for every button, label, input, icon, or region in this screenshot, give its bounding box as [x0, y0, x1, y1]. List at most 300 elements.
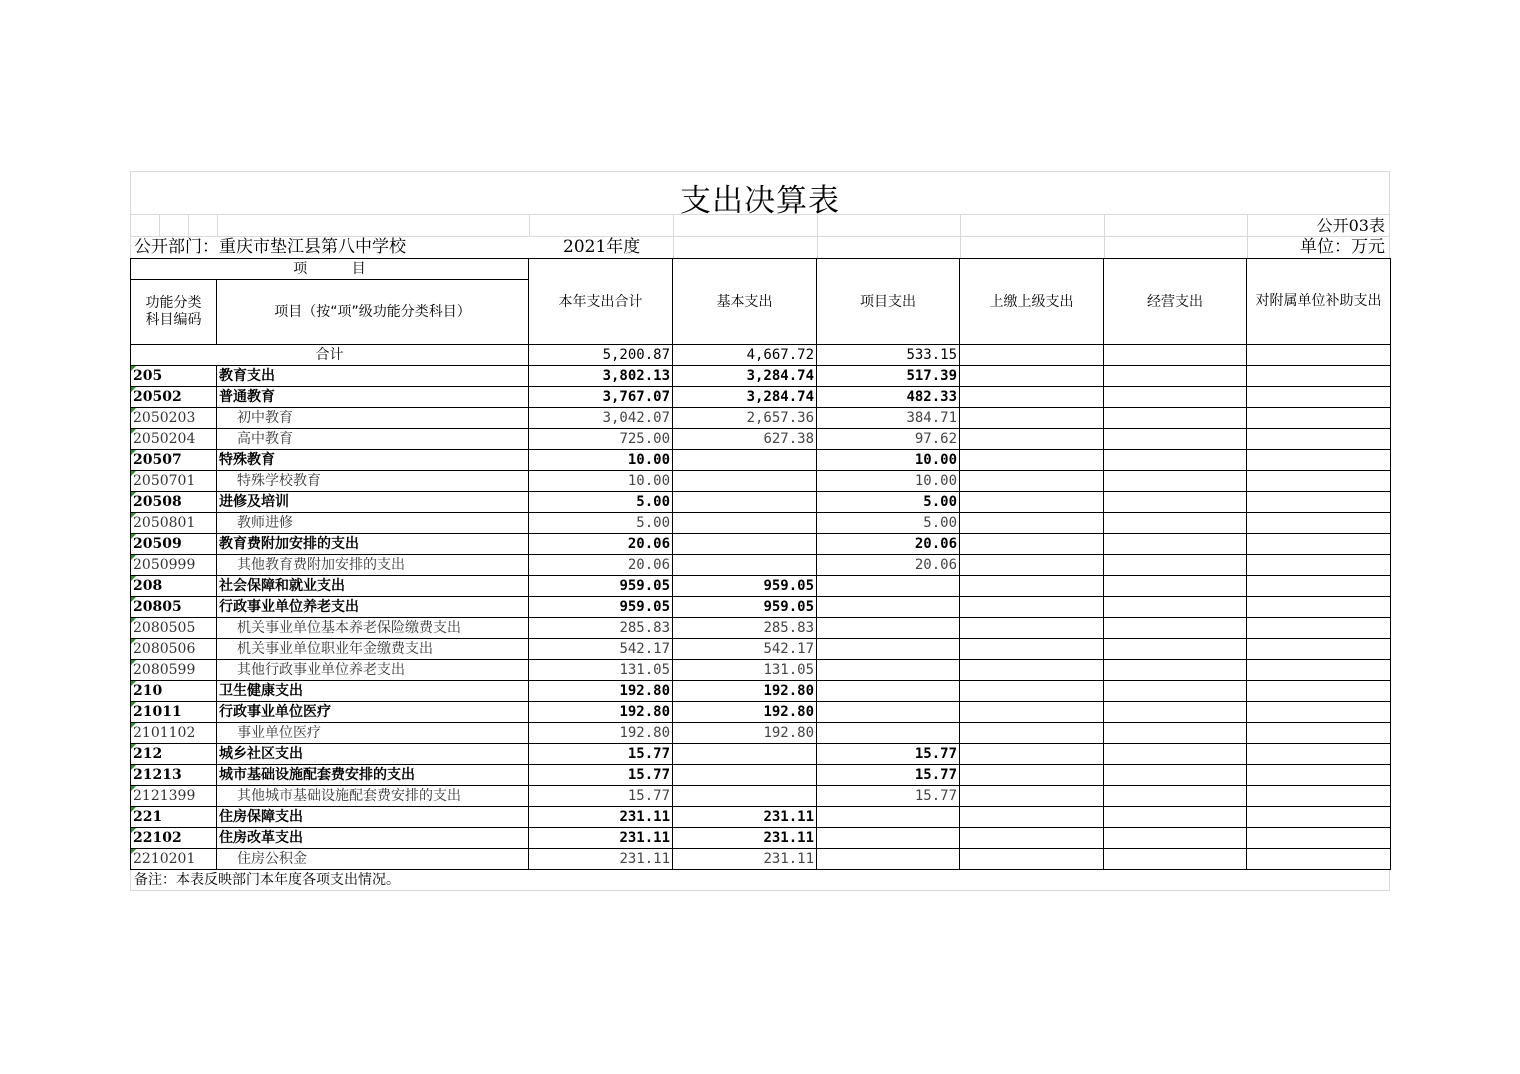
row-business — [1104, 744, 1247, 765]
table-row — [131, 492, 1391, 513]
row-project — [817, 576, 960, 597]
row-subsidy — [1247, 828, 1391, 849]
cell-marker-icon — [131, 807, 136, 812]
row-business — [1104, 828, 1247, 849]
year-label: 2021年度 — [563, 237, 641, 257]
row-code — [131, 786, 217, 807]
row-code-text: 2050801 — [133, 515, 196, 531]
row-basic: 131.05 — [673, 660, 817, 681]
row-subsidy — [1247, 765, 1391, 786]
row-upper — [960, 660, 1104, 681]
cell-marker-icon — [131, 555, 136, 560]
row-subsidy — [1247, 744, 1391, 765]
row-subsidy — [1247, 387, 1391, 408]
cell-marker-icon — [131, 471, 136, 476]
table-code: 公开03表 — [1316, 216, 1385, 235]
row-code-text: 20508 — [133, 494, 182, 510]
row-code — [131, 807, 217, 828]
row-code — [131, 366, 217, 387]
title-row — [130, 171, 1390, 219]
row-code — [131, 534, 217, 555]
row-total: 15.77 — [529, 786, 673, 807]
row-project: 10.00 — [817, 450, 960, 471]
row-total: 192.80 — [529, 681, 673, 702]
row-code — [131, 681, 217, 702]
row-name: 教师进修 — [217, 513, 529, 534]
grid-line — [1104, 237, 1105, 258]
cell-marker-icon — [131, 450, 136, 455]
row-name: 事业单位医疗 — [217, 723, 529, 744]
grid-line — [159, 215, 160, 236]
grid-line — [529, 215, 530, 236]
row-project — [817, 807, 960, 828]
row-basic: 192.80 — [673, 723, 817, 744]
row-subsidy — [1247, 597, 1391, 618]
unit-label: 单位：万元 — [1300, 237, 1385, 257]
row-business — [1104, 849, 1247, 870]
row-name: 行政事业单位养老支出 — [217, 597, 529, 618]
row-basic: 192.80 — [673, 702, 817, 723]
row-project — [817, 660, 960, 681]
cell-marker-icon — [131, 618, 136, 623]
row-name: 住房公积金 — [217, 849, 529, 870]
department-row — [130, 236, 1390, 258]
row-upper — [960, 681, 1104, 702]
row-basic: 3,284.74 — [673, 387, 817, 408]
row-code — [131, 471, 217, 492]
row-business — [1104, 534, 1247, 555]
row-code-text: 2080506 — [133, 641, 196, 657]
row-upper — [960, 702, 1104, 723]
row-basic: 959.05 — [673, 597, 817, 618]
row-upper — [960, 639, 1104, 660]
table-row — [131, 576, 1391, 597]
cell-marker-icon — [131, 828, 136, 833]
cell-marker-icon — [131, 513, 136, 518]
table-row — [131, 639, 1391, 660]
header-item: 项 目 — [131, 259, 529, 280]
row-code — [131, 408, 217, 429]
row-project: 384.71 — [817, 408, 960, 429]
row-upper — [960, 555, 1104, 576]
row-name: 高中教育 — [217, 429, 529, 450]
row-name: 住房保障支出 — [217, 807, 529, 828]
row-project: 15.77 — [817, 765, 960, 786]
row-code — [131, 555, 217, 576]
row-code-text: 2210201 — [133, 851, 196, 867]
row-upper — [960, 723, 1104, 744]
row-project — [817, 849, 960, 870]
row-code — [131, 492, 217, 513]
row-code-text: 21213 — [133, 767, 182, 783]
row-project: 10.00 — [817, 471, 960, 492]
row-name: 特殊学校教育 — [217, 471, 529, 492]
row-total: 5.00 — [529, 492, 673, 513]
row-business — [1104, 408, 1247, 429]
row-business — [1104, 786, 1247, 807]
row-code — [131, 513, 217, 534]
row-upper — [960, 366, 1104, 387]
cell-marker-icon — [131, 366, 136, 371]
total-total: 5,200.87 — [529, 345, 673, 366]
cell-marker-icon — [131, 702, 136, 707]
row-business — [1104, 513, 1247, 534]
row-business — [1104, 576, 1247, 597]
row-name: 进修及培训 — [217, 492, 529, 513]
row-project — [817, 723, 960, 744]
grid-line — [960, 237, 961, 258]
table-row — [131, 513, 1391, 534]
row-code-text: 2080505 — [133, 620, 196, 636]
row-name: 普通教育 — [217, 387, 529, 408]
row-name: 城市基础设施配套费安排的支出 — [217, 765, 529, 786]
row-total: 192.80 — [529, 702, 673, 723]
row-upper — [960, 849, 1104, 870]
row-project — [817, 597, 960, 618]
cell-marker-icon — [131, 429, 136, 434]
row-code-text: 208 — [133, 578, 163, 594]
row-basic: 627.38 — [673, 429, 817, 450]
row-name: 其他城市基础设施配套费安排的支出 — [217, 786, 529, 807]
row-code-text: 20502 — [133, 389, 182, 405]
table-row — [131, 534, 1391, 555]
cell-marker-icon — [131, 849, 136, 854]
row-subsidy — [1247, 639, 1391, 660]
row-total: 3,767.07 — [529, 387, 673, 408]
row-upper — [960, 828, 1104, 849]
row-upper — [960, 471, 1104, 492]
cell-marker-icon — [131, 492, 136, 497]
row-business — [1104, 450, 1247, 471]
row-project: 5.00 — [817, 513, 960, 534]
cell-marker-icon — [131, 408, 136, 413]
row-subsidy — [1247, 576, 1391, 597]
row-total: 959.05 — [529, 576, 673, 597]
row-code — [131, 618, 217, 639]
row-code-text: 2080599 — [133, 662, 196, 678]
row-subsidy — [1247, 534, 1391, 555]
grid-line — [673, 215, 674, 236]
row-subsidy — [1247, 660, 1391, 681]
table-row — [131, 597, 1391, 618]
row-subsidy — [1247, 702, 1391, 723]
table-row — [131, 786, 1391, 807]
row-business — [1104, 429, 1247, 450]
row-business — [1104, 807, 1247, 828]
row-project — [817, 681, 960, 702]
row-total: 20.06 — [529, 555, 673, 576]
cell-marker-icon — [131, 639, 136, 644]
grid-line — [188, 215, 189, 236]
row-upper — [960, 576, 1104, 597]
row-code-text: 205 — [133, 368, 163, 384]
row-total: 15.77 — [529, 744, 673, 765]
row-project: 20.06 — [817, 555, 960, 576]
row-code-text: 2050204 — [133, 431, 196, 447]
row-total: 231.11 — [529, 807, 673, 828]
grid-line — [960, 215, 961, 236]
grid-line — [217, 215, 218, 236]
row-code — [131, 450, 217, 471]
row-code — [131, 723, 217, 744]
row-code-text: 20507 — [133, 452, 182, 468]
table-row — [131, 744, 1391, 765]
cell-marker-icon — [131, 597, 136, 602]
row-project: 20.06 — [817, 534, 960, 555]
row-subsidy — [1247, 849, 1391, 870]
cell-marker-icon — [131, 744, 136, 749]
row-total: 131.05 — [529, 660, 673, 681]
row-upper — [960, 765, 1104, 786]
cell-marker-icon — [131, 681, 136, 686]
row-basic — [673, 555, 817, 576]
table-row — [131, 849, 1391, 870]
row-subsidy — [1247, 807, 1391, 828]
table-row — [131, 723, 1391, 744]
row-total: 10.00 — [529, 471, 673, 492]
table-row — [131, 450, 1391, 471]
row-subsidy — [1247, 723, 1391, 744]
cell-marker-icon — [131, 723, 136, 728]
table-row — [131, 555, 1391, 576]
table-row — [131, 387, 1391, 408]
row-name: 特殊教育 — [217, 450, 529, 471]
total-upper — [960, 345, 1104, 366]
row-business — [1104, 765, 1247, 786]
row-basic: 231.11 — [673, 807, 817, 828]
row-project: 517.39 — [817, 366, 960, 387]
row-basic: 2,657.36 — [673, 408, 817, 429]
row-name: 教育支出 — [217, 366, 529, 387]
row-code — [131, 387, 217, 408]
row-upper — [960, 513, 1104, 534]
row-upper — [960, 597, 1104, 618]
row-code-text: 21011 — [133, 704, 182, 720]
grid-line — [1247, 215, 1248, 236]
table-row — [131, 807, 1391, 828]
row-subsidy — [1247, 681, 1391, 702]
row-total: 725.00 — [529, 429, 673, 450]
row-code-text: 20805 — [133, 599, 182, 615]
row-basic: 542.17 — [673, 639, 817, 660]
row-code — [131, 660, 217, 681]
row-upper — [960, 807, 1104, 828]
row-name: 机关事业单位职业年金缴费支出 — [217, 639, 529, 660]
table-row — [131, 471, 1391, 492]
row-total: 3,802.13 — [529, 366, 673, 387]
row-project: 15.77 — [817, 744, 960, 765]
row-code-text: 2050999 — [133, 557, 196, 573]
row-total: 20.06 — [529, 534, 673, 555]
row-upper — [960, 492, 1104, 513]
row-code-text: 2050701 — [133, 473, 196, 489]
row-code-text: 2050203 — [133, 410, 196, 426]
row-business — [1104, 492, 1247, 513]
row-name: 初中教育 — [217, 408, 529, 429]
row-business — [1104, 597, 1247, 618]
row-code — [131, 744, 217, 765]
row-basic — [673, 492, 817, 513]
row-subsidy — [1247, 366, 1391, 387]
row-total: 10.00 — [529, 450, 673, 471]
header-name: 项目（按“项”级功能分类科目） — [217, 280, 529, 345]
row-name: 教育费附加安排的支出 — [217, 534, 529, 555]
row-code-text: 2121399 — [133, 788, 196, 804]
header-subsidy: 对附属单位补助支出 — [1247, 259, 1391, 345]
row-total: 192.80 — [529, 723, 673, 744]
cell-marker-icon — [131, 534, 136, 539]
row-basic — [673, 765, 817, 786]
row-subsidy — [1247, 492, 1391, 513]
row-basic: 285.83 — [673, 618, 817, 639]
row-basic — [673, 471, 817, 492]
row-subsidy — [1247, 513, 1391, 534]
row-business — [1104, 555, 1247, 576]
row-upper — [960, 450, 1104, 471]
row-basic — [673, 450, 817, 471]
row-name: 住房改革支出 — [217, 828, 529, 849]
row-business — [1104, 702, 1247, 723]
row-business — [1104, 366, 1247, 387]
grid-line — [817, 215, 818, 236]
cell-marker-icon — [131, 765, 136, 770]
row-subsidy — [1247, 408, 1391, 429]
row-code — [131, 702, 217, 723]
header-business: 经营支出 — [1104, 259, 1247, 345]
row-code-text: 22102 — [133, 830, 182, 846]
row-code-text: 210 — [133, 683, 163, 699]
page-title: 支出决算表 — [680, 183, 840, 219]
header-row — [131, 259, 1391, 280]
row-basic: 959.05 — [673, 576, 817, 597]
cell-marker-icon — [131, 660, 136, 665]
row-code — [131, 576, 217, 597]
row-basic: 192.80 — [673, 681, 817, 702]
total-subsidy — [1247, 345, 1391, 366]
row-project: 97.62 — [817, 429, 960, 450]
row-subsidy — [1247, 555, 1391, 576]
row-code-text: 212 — [133, 746, 163, 762]
expenditure-table — [130, 258, 1391, 870]
row-upper — [960, 618, 1104, 639]
row-business — [1104, 723, 1247, 744]
row-basic — [673, 744, 817, 765]
grid-line — [673, 237, 674, 258]
table-row — [131, 702, 1391, 723]
row-basic: 231.11 — [673, 828, 817, 849]
total-basic: 4,667.72 — [673, 345, 817, 366]
row-upper — [960, 429, 1104, 450]
total-project: 533.15 — [817, 345, 960, 366]
row-code-text: 2101102 — [133, 725, 196, 741]
row-project — [817, 618, 960, 639]
row-upper — [960, 408, 1104, 429]
row-project: 5.00 — [817, 492, 960, 513]
row-business — [1104, 681, 1247, 702]
row-business — [1104, 387, 1247, 408]
row-code-text: 20509 — [133, 536, 182, 552]
row-code — [131, 429, 217, 450]
department-label: 公开部门：重庆市垫江县第八中学校 — [134, 237, 406, 257]
total-label: 合计 — [131, 345, 529, 366]
row-name: 行政事业单位医疗 — [217, 702, 529, 723]
header-total: 本年支出合计 — [529, 259, 673, 345]
row-total: 542.17 — [529, 639, 673, 660]
row-total: 285.83 — [529, 618, 673, 639]
row-project: 482.33 — [817, 387, 960, 408]
row-code-text: 221 — [133, 809, 163, 825]
row-basic: 3,284.74 — [673, 366, 817, 387]
row-basic: 231.11 — [673, 849, 817, 870]
row-business — [1104, 471, 1247, 492]
row-total: 15.77 — [529, 765, 673, 786]
row-subsidy — [1247, 471, 1391, 492]
row-upper — [960, 534, 1104, 555]
row-name: 其他行政事业单位养老支出 — [217, 660, 529, 681]
row-total: 959.05 — [529, 597, 673, 618]
header-basic: 基本支出 — [673, 259, 817, 345]
row-basic — [673, 534, 817, 555]
row-project — [817, 639, 960, 660]
row-subsidy — [1247, 429, 1391, 450]
table-code-row — [130, 214, 1390, 236]
table-row — [131, 429, 1391, 450]
grid-line — [1247, 237, 1248, 258]
table-row — [131, 765, 1391, 786]
row-basic — [673, 786, 817, 807]
row-total: 3,042.07 — [529, 408, 673, 429]
table-row — [131, 408, 1391, 429]
grid-line — [1104, 215, 1105, 236]
row-code — [131, 828, 217, 849]
row-upper — [960, 387, 1104, 408]
row-name: 社会保障和就业支出 — [217, 576, 529, 597]
header-code: 功能分类科目编码 — [131, 280, 217, 345]
table-row — [131, 660, 1391, 681]
row-code — [131, 639, 217, 660]
row-code — [131, 597, 217, 618]
row-total: 231.11 — [529, 828, 673, 849]
row-project — [817, 828, 960, 849]
row-total: 231.11 — [529, 849, 673, 870]
row-project: 15.77 — [817, 786, 960, 807]
total-business — [1104, 345, 1247, 366]
cell-marker-icon — [131, 576, 136, 581]
header-upper: 上缴上级支出 — [960, 259, 1104, 345]
note: 备注：本表反映部门本年度各项支出情况。 — [130, 870, 1390, 891]
header-project: 项目支出 — [817, 259, 960, 345]
expenditure-sheet — [130, 171, 1390, 891]
row-code — [131, 849, 217, 870]
row-total: 5.00 — [529, 513, 673, 534]
row-subsidy — [1247, 450, 1391, 471]
grid-line — [817, 237, 818, 258]
table-row — [131, 681, 1391, 702]
total-row — [131, 345, 1391, 366]
table-row — [131, 366, 1391, 387]
row-business — [1104, 618, 1247, 639]
row-name: 城乡社区支出 — [217, 744, 529, 765]
row-code — [131, 765, 217, 786]
row-subsidy — [1247, 786, 1391, 807]
cell-marker-icon — [131, 387, 136, 392]
row-basic — [673, 513, 817, 534]
row-name: 机关事业单位基本养老保险缴费支出 — [217, 618, 529, 639]
row-business — [1104, 660, 1247, 681]
row-business — [1104, 639, 1247, 660]
row-upper — [960, 786, 1104, 807]
row-project — [817, 702, 960, 723]
